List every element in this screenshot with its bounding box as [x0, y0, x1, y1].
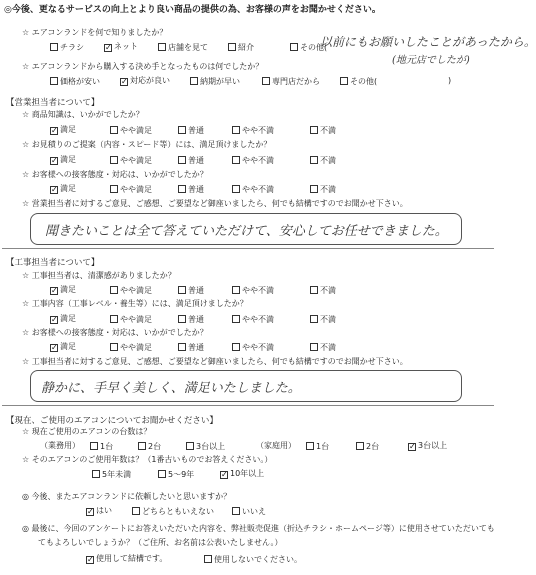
biz-2[interactable]: 2台: [138, 442, 161, 451]
again-no[interactable]: いいえ: [232, 507, 266, 516]
source-other-answer: 以前にもお願いしたことがあったから。: [320, 35, 536, 49]
work-q3-satisfied[interactable]: ✓ 満足: [50, 343, 76, 352]
home-2[interactable]: 2台: [356, 442, 379, 451]
sales-comment-box[interactable]: [30, 213, 462, 245]
work-q2-normal[interactable]: 普通: [178, 315, 204, 324]
years-5to9[interactable]: 5〜9年: [158, 470, 194, 479]
opt-store[interactable]: 店舗を見て: [158, 43, 208, 52]
opt-referral[interactable]: 紹介: [228, 43, 254, 52]
divider: [2, 405, 494, 406]
paren-close: ): [448, 76, 452, 85]
years-10plus[interactable]: ✓ 10年以上: [220, 470, 264, 479]
work-q4: ☆ 工事担当者に対するご意見、ご感想、ご要望など御座いましたら、何でも結構ですのでお聞かせ下さい。: [22, 357, 408, 366]
aircon-q1: ☆ 現在ご使用のエアコンの台数は？: [22, 427, 152, 436]
sales-q1-satisfied[interactable]: ✓ 満足: [50, 126, 76, 135]
sales-q2: ☆ お見積りのご提案（内容・スピード等）には、満足頂けましたか？: [22, 140, 272, 149]
opt-price[interactable]: 価格が安い: [50, 77, 100, 86]
work-q2-somewhat[interactable]: やや満足: [110, 315, 152, 324]
sales-q1-somewhat[interactable]: やや満足: [110, 126, 152, 135]
sales-q1-normal[interactable]: 普通: [178, 126, 204, 135]
sales-q3-satisfied[interactable]: ✓ 満足: [50, 185, 76, 194]
sales-comment-text: 聞きたいことは全て答えていただけて、安心してお任せできました。: [45, 224, 448, 239]
publish-label: ◎ 最後に、今回のアンケートにお答えいただいた内容を、弊社販売促進（折込チラシ・ホームページ等）に使用させていただいても: [22, 524, 495, 533]
work-q3-somewhat-bad[interactable]: やや不満: [232, 343, 274, 352]
sales-q1-bad[interactable]: 不満: [310, 126, 336, 135]
biz-3plus[interactable]: 3台以上: [186, 442, 225, 451]
home-1[interactable]: 1台: [306, 442, 329, 451]
divider: [2, 248, 494, 249]
aircon-header: 【現在、ご使用のエアコンについてお聞かせください】: [6, 416, 218, 426]
sales-q3-normal[interactable]: 普通: [178, 185, 204, 194]
sales-q1: ☆ 商品知識は、いかがでしたか？: [22, 110, 144, 119]
q-decide-label: ☆ エアコンランドから購入する決め手となったものは何でしたか？: [22, 62, 264, 71]
work-q2-satisfied[interactable]: ✓ 満足: [50, 315, 76, 324]
biz-label: （業務用）: [40, 441, 80, 450]
source-other-answer-note: (地元店でしたが): [392, 55, 470, 66]
sales-q2-somewhat-bad[interactable]: やや不満: [232, 156, 274, 165]
work-q3-normal[interactable]: 普通: [178, 343, 204, 352]
opt-other[interactable]: その他(: [290, 43, 327, 52]
work-q1-normal[interactable]: 普通: [178, 286, 204, 295]
years-under5[interactable]: 5年未満: [92, 470, 131, 479]
opt-delivery[interactable]: 納期が早い: [190, 77, 240, 86]
opt-flyer[interactable]: チラシ: [50, 43, 84, 52]
work-comment-box[interactable]: [30, 370, 462, 402]
q-source-label: ☆ エアコンランドを何で知りましたか？: [22, 28, 168, 37]
publish-ok[interactable]: ✓ 使用して結構です。: [86, 555, 167, 564]
sales-q2-somewhat[interactable]: やや満足: [110, 156, 152, 165]
opt-service[interactable]: ✓ 対応が良い: [120, 77, 170, 86]
sales-q4: ☆ 営業担当者に対するご意見、ご感想、ご要望など御座いましたら、何でも結構ですのでお聞かせ下さい。: [22, 199, 408, 208]
work-q1-bad[interactable]: 不満: [310, 286, 336, 295]
sales-q3-bad[interactable]: 不満: [310, 185, 336, 194]
work-q1-satisfied[interactable]: ✓ 満足: [50, 286, 76, 295]
publish-ng[interactable]: 使用しないでください。: [204, 555, 302, 564]
work-q2-somewhat-bad[interactable]: やや不満: [232, 315, 274, 324]
publish-label-2: てもよろしいでしょうか？（ご住所、お名前は公表いたしません。）: [38, 538, 283, 547]
sales-q1-somewhat-bad[interactable]: やや不満: [232, 126, 274, 135]
home-3plus[interactable]: ✓ 3台以上: [408, 442, 447, 451]
opt-net[interactable]: ✓ ネット: [104, 43, 138, 52]
again-label: ◎ 今後、またエアコンランドに依頼したいと思いますか？: [22, 492, 232, 501]
opt-other2[interactable]: その他(: [340, 77, 377, 86]
sales-q3-somewhat-bad[interactable]: やや不満: [232, 185, 274, 194]
opt-specialty[interactable]: 専門店だから: [262, 77, 320, 86]
work-q1-somewhat[interactable]: やや満足: [110, 286, 152, 295]
sales-q2-satisfied[interactable]: ✓ 満足: [50, 156, 76, 165]
work-comment-text: 静かに、手早く美しく、満足いたしました。: [41, 381, 301, 396]
work-q1: ☆ 工事担当者は、清潔感がありましたか？: [22, 271, 176, 280]
sales-q3: ☆ お客様への接客態度・対応は、いかがでしたか？: [22, 170, 208, 179]
work-q3-somewhat[interactable]: やや満足: [110, 343, 152, 352]
work-header: 【工事担当者について】: [6, 258, 100, 268]
work-q2: ☆ 工事内容（工事レベル・養生等）には、満足頂けましたか？: [22, 299, 248, 308]
again-neutral[interactable]: どちらともいえない: [132, 507, 214, 516]
work-q3: ☆ お客様への接客態度・対応は、いかがでしたか？: [22, 328, 208, 337]
home-label: （家庭用）: [256, 441, 296, 450]
sales-q2-bad[interactable]: 不満: [310, 156, 336, 165]
biz-1[interactable]: 1台: [90, 442, 113, 451]
work-q3-bad[interactable]: 不満: [310, 343, 336, 352]
sales-q3-somewhat[interactable]: やや満足: [110, 185, 152, 194]
work-q2-bad[interactable]: 不満: [310, 315, 336, 324]
again-yes[interactable]: ✓ はい: [86, 507, 112, 516]
page-title: ◎今後、更なるサービスの向上とより良い商品の提供の為、お客様の声をお聞かせください。: [4, 5, 381, 15]
aircon-q2: ☆ そのエアコンのご使用年数は？（1番古いものでお答えください。）: [22, 455, 273, 464]
sales-header: 【営業担当者について】: [6, 98, 100, 108]
work-q1-somewhat-bad[interactable]: やや不満: [232, 286, 274, 295]
sales-q2-normal[interactable]: 普通: [178, 156, 204, 165]
